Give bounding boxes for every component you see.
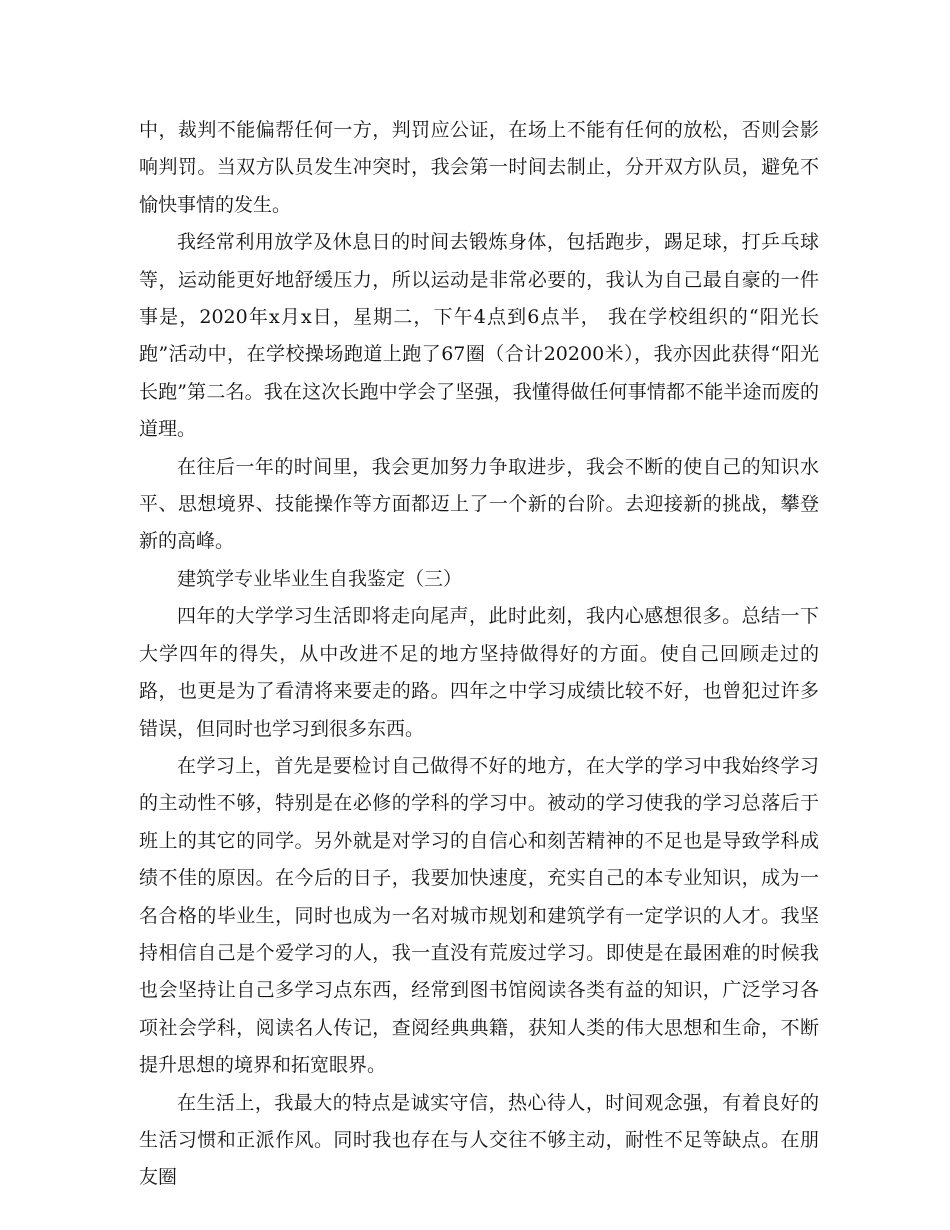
document-body: [139, 112, 819, 1197]
paragraph-life: 在生活上，我最大的特点是诚实守信，热心待人，时间观念强，有着良好的生活习惯和正派作风。同时我也存在与人交往不够主动，耐性不足等缺点。在朋友圈: [139, 1091, 819, 1189]
paragraph-exercise-running: 我经常利用放学及休息日的时间去锻炼身体，包括跑步，踢足球，打乒乓球等，运动能更好地舒缓压力，所以运动是非常必要的，我认为自己最自豪的一件事是，2020年x月x日，星期二，下午4点到6点半， 我在学校组织的“阳光长跑”活动中，在学校操场跑道上跑了67圈（合计20200米），我亦因此获得“阳光长跑”第二名。我在这次长跑中学会了坚强，我懂得做任何事情都不能半途而废的道理。: [139, 231, 819, 441]
section-heading-self-assessment-3: 建筑学专业毕业生自我鉴定（三）: [177, 567, 463, 590]
paragraph-four-years-summary: 四年的大学学习生活即将走向尾声，此时此刻，我内心感想很多。总结一下大学四年的得失，从中改进不足的地方坚持做得好的方面。使自己回顾走过的路，也更是为了看清将来要走的路。四年之中学习成绩比较不好，也曾犯过许多错误，但同时也学习到很多东西。: [139, 605, 819, 740]
paragraph-study: 在学习上，首先是要检讨自己做得不好的地方，在大学的学习中我始终学习的主动性不够，特别是在必修的学科的学习中。被动的学习使我的学习总落后于班上的其它的同学。另外就是对学习的自信心和刻苦精神的不足也是导致学科成绩不佳的原因。在今后的日子，我要加快速度，充实自己的本专业知识，成为一名合格的毕业生，同时也成为一名对城市规划和建筑学有一定学识的人才。我坚持相信自己是个爱学习的人，我一直没有荒废过学习。即使是在最困难的时候我也会坚持让自己多学习点东西，经常到图书馆阅读各类有益的知识，广泛学习各项社会学科，阅读名人传记，查阅经典典籍，获知人类的伟大思想和生命，不断提升思想的境界和拓宽眼界。: [139, 754, 819, 1077]
paragraph-referee-continuation: 中，裁判不能偏帮任何一方，判罚应公证，在场上不能有任何的放松，否则会影响判罚。当双方队员发生冲突时，我会第一时间去制止，分开双方队员，避免不愉快事情的发生。: [139, 119, 819, 216]
paragraph-next-year-goals: 在往后一年的时间里，我会更加努力争取进步，我会不断的使自己的知识水平、思想境界、技能操作等方面都迈上了一个新的台阶。去迎接新的挑战，攀登新的高峰。: [139, 455, 819, 553]
